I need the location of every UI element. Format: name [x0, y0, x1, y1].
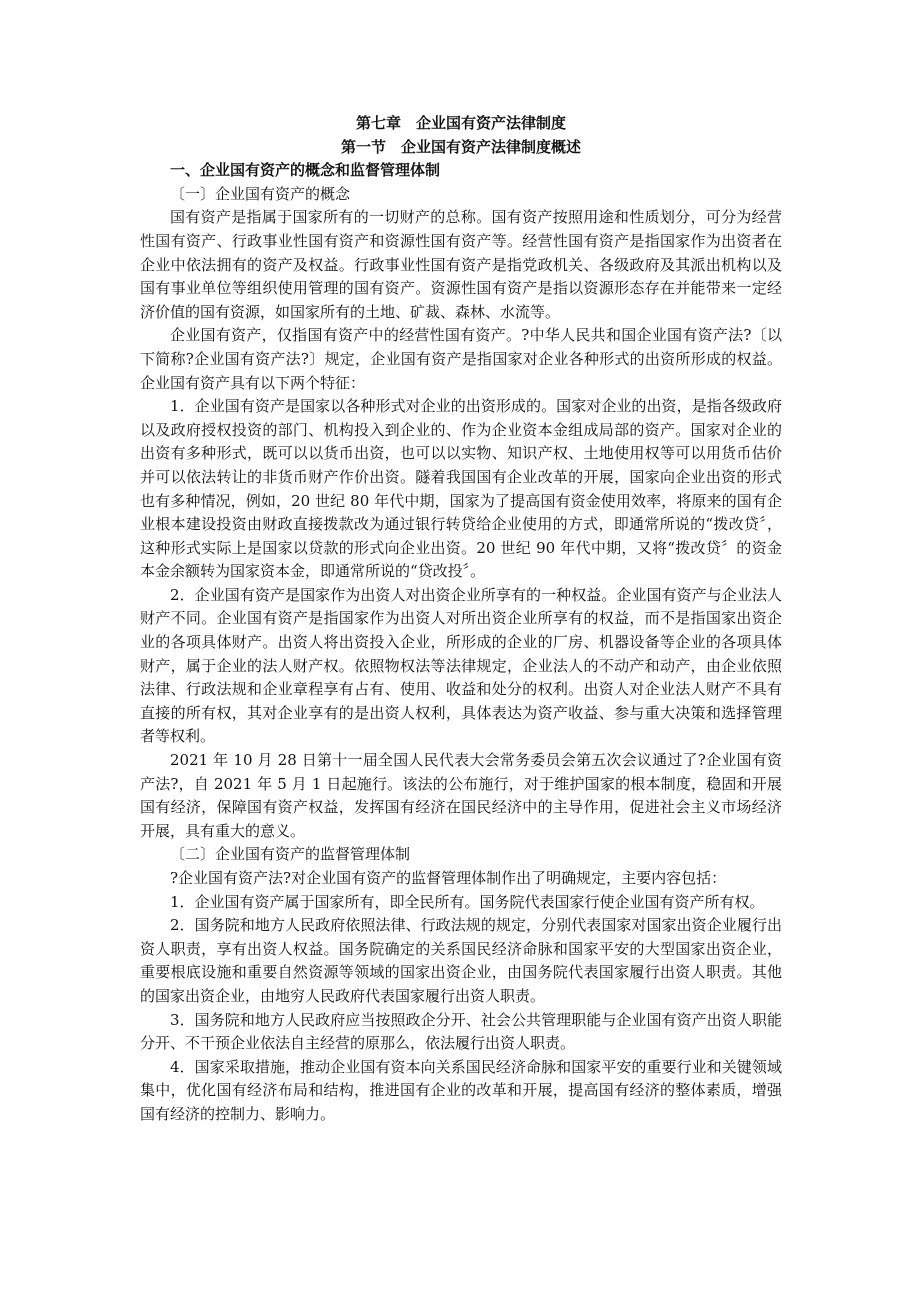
subheading-concept: 〔一〕企业国有资产的概念	[170, 184, 351, 203]
paragraph: 3．国务院和地方人民政府应当按照政企分开、社会公共管理职能与企业国有资产出资人职能分开、不干预企业依法自主经营的原那么，依法履行出资人职责。	[140, 1010, 782, 1053]
paragraph: 1．企业国有资产属于国家所有，即全民所有。国务院代表国家行使企业国有资产所有权。	[170, 892, 765, 911]
paragraph: 企业国有资产，仅指国有资产中的经营性国有资产。?中华人民共和国企业国有资产法?〔以下简称?企业国有资产法?〕规定，企业国有资产是指国家对企业各种形式的出资所形成的权益。企业国有资产具有以下两个特征：	[140, 326, 782, 392]
paragraph: 4．国家采取措施，推动企业国有资本向关系国民经济命脉和国家平安的重要行业和关键领域集中，优化国有经济布局和结构，推进国有企业的改革和开展，提高国有经济的整体素质，增强国有经济的控制力、影响力。	[140, 1057, 782, 1123]
heading-concept-and-supervision: 一、企业国有资产的概念和监督管理体制	[170, 161, 441, 180]
section-title: 第一节 企业国有资产法律制度概述	[340, 137, 581, 156]
chapter-title: 第七章 企业国有资产法律制度	[355, 114, 566, 132]
paragraph: ?企业国有资产法?对企业国有资产的监督管理体制作出了明确规定，主要内容包括：	[170, 869, 727, 887]
paragraph: 2．企业国有资产是国家作为出资人对出资企业所享有的一种权益。企业国有资产与企业法人财产不同。企业国有资产是指国家作为出资人对所出资企业所享有的权益，而不是指国家出资企业的各项具体财产。出资人将出资投入企业，所形成的企业的厂房、机器设备等企业的各项具体财产，属于企业的法人财产权。依照物权法等法律规定，企业法人的不动产和动产，由企业依照法律、行政法规和企业章程享有占有、使用、收益和处分的权利。出资人对企业法人财产不具有直接的所有权，其对企业享有的是出资人权利，具体表达为资产收益、参与重大决策和选择管理者等权利。	[140, 585, 782, 746]
subheading-supervision: 〔二〕企业国有资产的监督管理体制	[170, 845, 411, 864]
paragraph: 1．企业国有资产是国家以各种形式对企业的出资形成的。国家对企业的出资，是指各级政府以及政府授权投资的部门、机构投入到企业的、作为企业资本金组成局部的资产。国家对企业的出资有多种形式，既可以以货币出资，也可以以实物、知识产权、土地使用权等可以用货币估价并可以依法转让的非货币财产作价出资。隧着我国国有企业改革的开展，国家向企业出资的形式也有多种情况，例如，20 世纪 80 年代中期，国家为了提高国有资金使用效率，将原来的国有企业根本建设投资由财政直接拨款改为通过银行转贷给企业使用的方式，即通常所说的“拨改贷〞，这种形式实际上是国家以贷款的形式向企业出资。20 世纪 90 年代中期，又将“拨改贷〞的资金本金余额转为国家资本金，即通常所说的“贷改投〞。	[140, 397, 782, 581]
document-page	[140, 112, 782, 1127]
paragraph: 国有资产是指属于国家所有的一切财产的总称。国有资产按照用途和性质划分，可分为经营性国有资产、行政事业性国有资产和资源性国有资产等。经营性国有资产是指国家作为出资者在企业中依法拥有的资产及权益。行政事业性国有资产是指党政机关、各级政府及其派出机构以及国有事业单位等组织使用管理的国有资产。资源性国有资产是指以资源形态存在并能带来一定经济价值的国有资源，如国家所有的土地、矿裁、森林、水流等。	[140, 208, 782, 321]
paragraph: 2021 年 10 月 28 日第十一届全国人民代表大会常务委员会第五次会议通过了?企业国有资产法?，自 2021 年 5 月 1 日起施行。该法的公布施行，对于维护国家的根本制度，稳固和开展国有经济，保障国有资产权益，发挥国有经济在国民经济中的主导作用，促进社会主义市场经济开展，具有重大的意义。	[140, 751, 782, 840]
paragraph: 2．国务院和地方人民政府依照法律、行政法规的规定，分别代表国家对国家出资企业履行出资人职责，享有出资人权益。国务院确定的关系国民经济命脉和国家平安的大型国家出资企业，重要根底设施和重要自然资源等领域的国家出资企业，由国务院代表国家履行出资人职责。其他的国家出资企业，由地穷人民政府代表国家履行出资人职责。	[140, 916, 782, 1005]
